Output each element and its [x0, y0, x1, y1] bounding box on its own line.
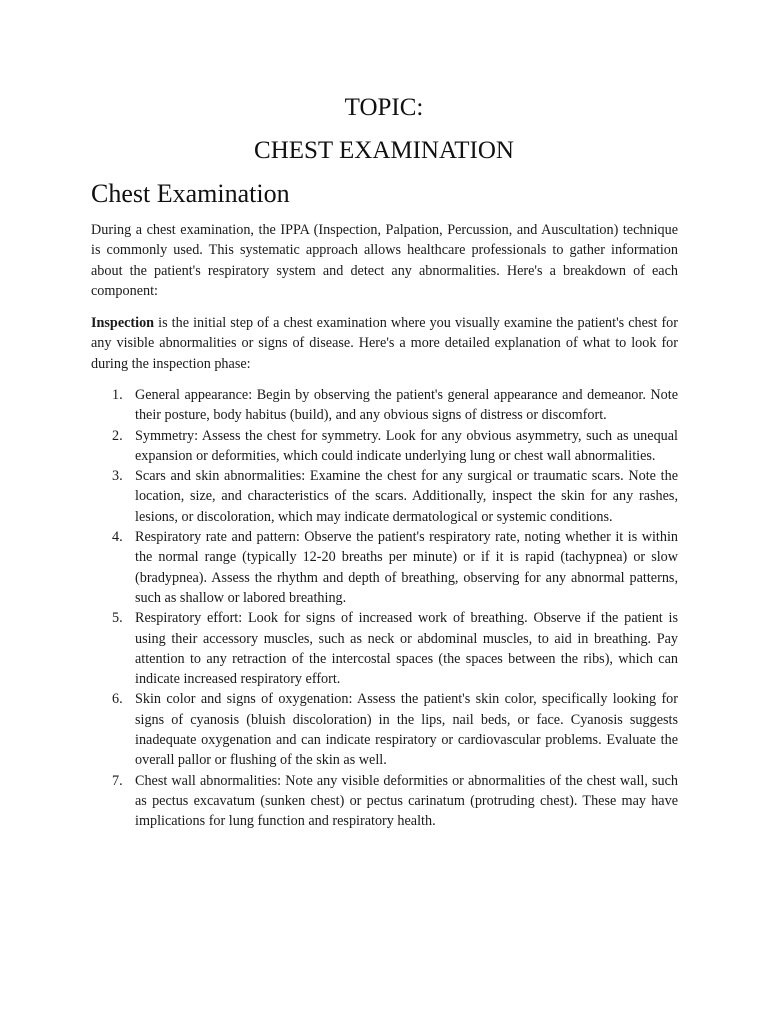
list-item-text: Respiratory effort: Look for signs of increased work of breathing. Observe if the patient is using their accessory muscles, such as neck or abdominal muscles, to aid in breathing. Pay attention to any retraction of the intercostal spaces (the spaces between the ribs), which can indicate increased respiratory effort.: [135, 610, 678, 688]
list-item-text: Scars and skin abnormalities: Examine the chest for any surgical or traumatic scars. Note the location, size, and characteristics of the scars. Additionally, inspect the skin for any rashes, lesions, or discoloration, which may indicate dermatological or systemic conditions.: [135, 468, 678, 525]
list-item: [91, 608, 678, 689]
list-item-text: Respiratory rate and pattern: Observe the patient's respiratory rate, noting whether it is within the normal range (typically 12-20 breaths per minute) or if it is rapid (tachypnea) or slow (bradypnea). Assess the rhythm and depth of breathing, observing for any abnormal patterns, such as shallow or labored breathing.: [135, 529, 678, 606]
list-item-number: 1.: [112, 387, 123, 403]
list-item-number: 2.: [112, 427, 123, 444]
list-item: [91, 426, 678, 467]
list-item-text: Skin color and signs of oxygenation: Assess the patient's skin color, specifically looking for signs of cyanosis (bluish discoloration) in the lips, nail beds, or face. Cyanosis suggests inadequate oxygenation and can indicate respiratory or cardiovascular problems. Evaluate the overall pallor or flushing of the skin as well.: [135, 691, 678, 769]
list-item-text: Chest wall abnormalities: Note any visible deformities or abnormalities of the chest wall, such as pectus excavatum (sunken chest) or pectus carinatum (protruding chest). These may have implications for lung function and respiratory health.: [135, 772, 678, 830]
section-heading: Chest Examination: [91, 179, 290, 208]
intro-paragraph: During a chest examination, the IPPA (Inspection, Palpation, Percussion, and Auscultation) technique is commonly used. This systematic approach allows healthcare professionals to gather information about the patient's respiratory system and detect any abnormalities. Here's a breakdown of each component:: [91, 222, 678, 299]
list-item: [91, 689, 678, 770]
topic-label: TOPIC:: [344, 94, 424, 121]
list-item-number: 7.: [112, 772, 123, 789]
list-item-number: 6.: [112, 691, 123, 708]
inspection-term: Inspection: [91, 315, 155, 331]
list-item-number: 5.: [112, 610, 123, 627]
list-item: [91, 385, 678, 426]
list-item: [91, 466, 678, 527]
list-item-text: Symmetry: Assess the chest for symmetry. Look for any obvious asymmetry, such as unequal expansion or deformities, which could indicate underlying lung or chest wall abnormalities.: [135, 427, 678, 464]
inspection-list: [91, 385, 678, 832]
list-item-text: General appearance: Begin by observing the patient's general appearance and demeanor. Note their posture, body habitus (build), and any obvious signs of distress or discomfort.: [135, 387, 678, 424]
list-item-number: 4.: [112, 529, 123, 546]
inspection-paragraph-text: is the initial step of a chest examination where you visually examine the patient's chest for any visible abnormalities or signs of disease. Here's a more detailed explanation of what to look for during the inspection phase:: [91, 315, 678, 372]
list-item-number: 3.: [112, 468, 123, 485]
list-item: [91, 771, 678, 832]
list-item: [91, 527, 678, 608]
inspection-paragraph: [91, 313, 678, 374]
page-title: CHEST EXAMINATION: [254, 137, 514, 164]
